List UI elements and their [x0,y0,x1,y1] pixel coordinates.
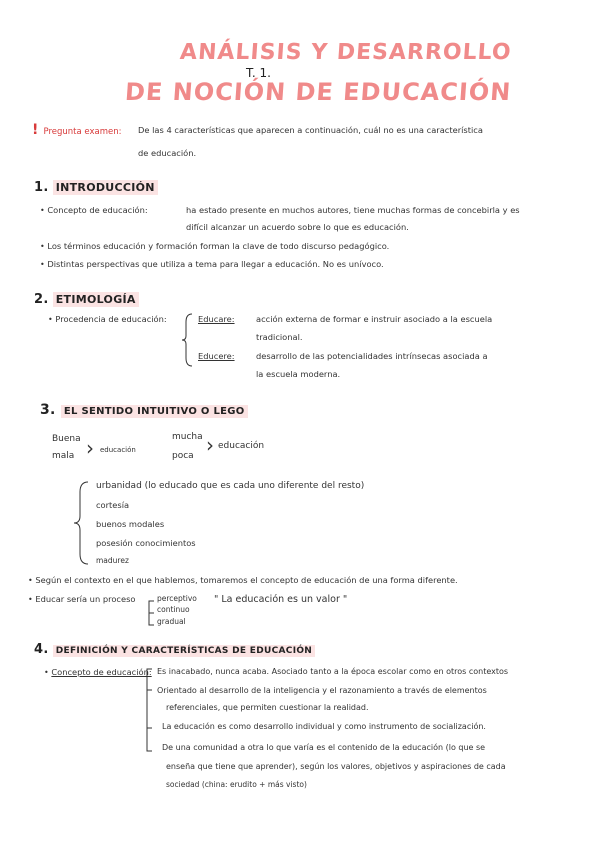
s4-item-2-cont: referenciales, que permiten cuestionar la realidad. [166,703,369,712]
g1-arrow-icon: › [86,436,94,460]
s4-item-3: La educación es como desarrollo individual y como instrumento de socialización. [162,722,486,731]
section-2-heading [34,292,139,307]
exam-note-row [32,119,122,138]
s1-bullet-2: • Los términos educación y formación forman la clave de todo discurso pedagógico. [40,241,390,251]
quality-4: posesión conocimientos [96,538,196,548]
exam-note-label: Pregunta examen: [43,127,122,137]
g2-bottom: poca [172,451,194,461]
s4-item-2: Orientado al desarrollo de la inteligencia y el razonamiento a través de elementos [157,686,487,695]
section-3-number: 3. [40,402,56,418]
exam-note-text-2: de educación. [138,148,197,158]
g1-bottom: mala [52,451,75,461]
quality-2: cortesía [96,500,130,510]
title-line-1: ANÁLISIS Y DESARROLLO [179,40,513,65]
educere-def-2: la escuela moderna. [256,369,341,379]
process-bracket [146,600,156,626]
exclamation-icon: ! [32,122,39,138]
section-1-number: 1. [34,180,49,195]
qualities-brace [72,480,90,566]
g2-top: mucha [172,432,203,442]
quality-3: buenos modales [96,519,165,529]
value-quote: " La educación es un valor " [214,594,348,605]
section-1-heading [34,180,158,195]
s1-bullet-3: • Distintas perspectivas que utiliza a tema para llegar a educación. No es unívoco. [40,259,384,269]
s2-bullet-1: • Procedencia de educación: [48,314,167,324]
s3-b1-text: Según el contexto en el que hablemos, tomaremos el concepto de educación de una forma diferente. [35,575,458,585]
educare-term: Educare: [198,314,235,324]
exam-note-text-1: De las 4 características que aparecen a continuación, cuál no es una característica [138,125,483,135]
s1-b1-text-1: ha estado presente en muchos autores, tiene muchas formas de concebirla y es [186,205,520,215]
section-3-heading [40,402,248,418]
section-2-title: ETIMOLOGÍA [53,292,139,307]
section-4-title: DEFINICIÓN Y CARACTERÍSTICAS DE EDUCACIÓN [53,645,315,657]
s4-item-1: Es inacabado, nunca acaba. Asociado tanto a la época escolar como en otros contextos [157,667,509,676]
s3-bullet-2: • Educar sería un proceso [28,594,136,604]
educare-def-2: tradicional. [256,332,303,342]
section-4-heading [34,642,315,657]
educere-term: Educere: [198,351,235,361]
g1-result: educación [100,446,136,454]
g1-top: Buena [52,434,81,444]
g2-arrow-icon: › [206,433,214,457]
s4-item-4-cont-2: sociedad (china: erudito + más visto) [166,780,307,789]
section-1-title: INTRODUCCIÓN [53,180,158,195]
s1-b1-text-2: difícil alcanzar un acuerdo sobre lo que es educación. [186,222,409,232]
s4-bracket [144,668,154,752]
etymology-brace [180,312,194,368]
educere-def-1: desarrollo de las potencialidades intrínsecas asociada a [256,351,488,361]
s4-bullet-1: • Concepto de educación: [44,667,152,677]
s3-bullet-1: • Según el contexto en el que hablemos, tomaremos el concepto de educación de una forma diferente. [28,575,458,585]
section-4-number: 4. [34,642,49,657]
s1-b1-label: Concepto de educación: [47,205,148,215]
section-2-number: 2. [34,292,49,307]
s4-item-4-cont: enseña que tiene que aprender), según los valores, objetivos y aspiraciones de cada [166,762,506,771]
educare-def-1: acción externa de formar e instruir asociado a la escuela [256,314,493,324]
s3-b2-label: Educar sería un proceso [35,594,136,604]
s4-item-4: De una comunidad a otra lo que varía es el contenido de la educación (lo que se [162,743,486,752]
s1-b3-text: Distintas perspectivas que utiliza a tema para llegar a educación. No es unívoco. [47,259,384,269]
g2-result: educación [218,441,265,451]
proc-2: continuo [157,605,190,614]
proc-1: perceptivo [157,594,197,603]
section-3-title: EL SENTIDO INTUITIVO O LEGO [61,405,248,418]
s2-b1-label: Procedencia de educación: [55,314,167,324]
topic-code: T. 1. [246,66,271,80]
title-line-2: DE NOCIÓN DE EDUCACIÓN [124,78,513,106]
s1-bullet-1: • Concepto de educación: [40,205,148,215]
s4-b1-label: Concepto de educación: [51,667,152,677]
quality-1: urbanidad (lo educado que es cada uno diferente del resto) [96,481,365,491]
proc-3: gradual [157,617,186,626]
quality-5: madurez [96,556,129,565]
s1-b2-text: Los términos educación y formación forman la clave de todo discurso pedagógico. [47,241,390,251]
